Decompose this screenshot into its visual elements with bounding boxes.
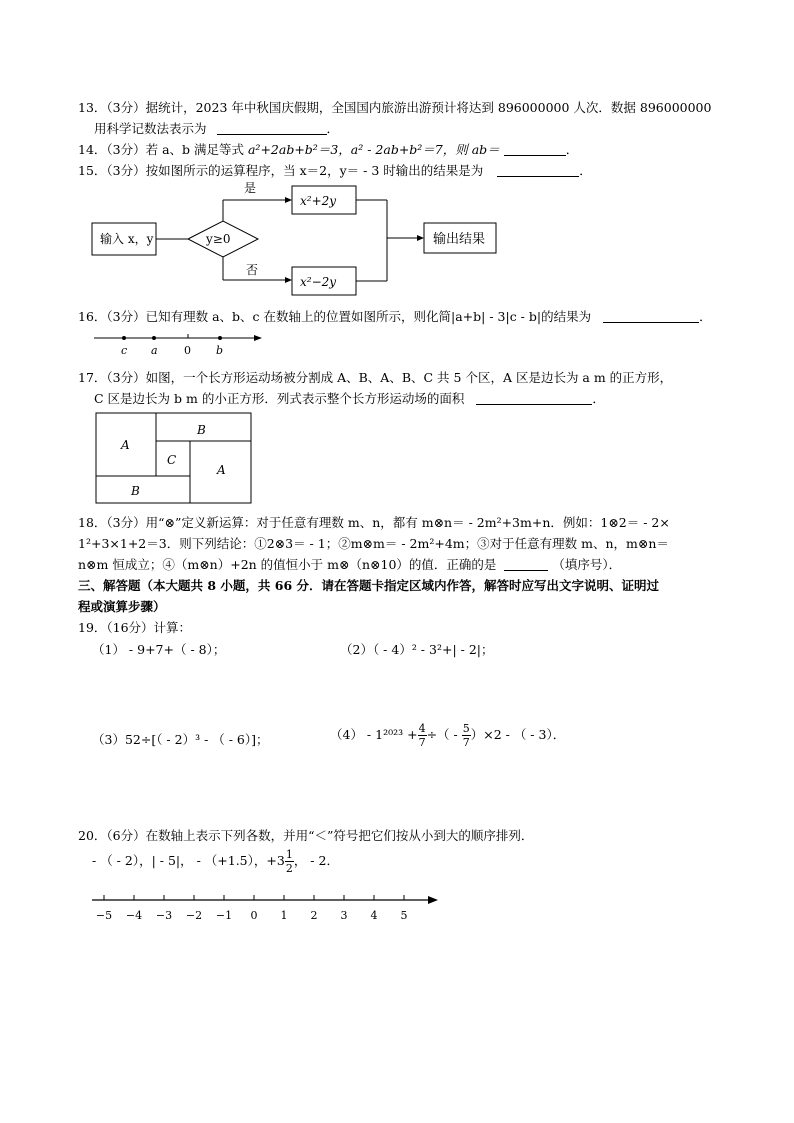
q18-line2: 1²+3×1+2＝3．则下列结论：①2⊗3＝ - 1；②m⊗m＝ - 2m²+4m；③对于任意有理数 m、n，m⊗n＝	[78, 536, 669, 551]
region-b-bottom: B	[131, 484, 140, 498]
region-b-top: B	[197, 423, 206, 437]
q19-part4-frac2	[462, 722, 471, 749]
q20-title: 20．（6分）在数轴上表示下列各数，并用“＜”符号把它们按从小到大的顺序排列．	[78, 828, 534, 843]
q20-frac-numerator: 1	[285, 848, 293, 861]
frac2-numerator: 5	[462, 722, 470, 735]
q16-label-b: b	[216, 344, 224, 357]
flow-output-arrowhead	[417, 235, 424, 241]
q16-point-b	[218, 336, 222, 340]
q16-point-c	[122, 336, 126, 340]
q20-tick-label: 4	[370, 909, 378, 922]
q16-label-c: c	[121, 344, 128, 357]
q20-frac	[285, 848, 294, 875]
q19-part4-c: ）×2 - （ - 3）．	[470, 727, 566, 742]
q20-numbers-a: - （ - 2），| - 5|， - （+1.5），+3	[92, 853, 285, 868]
q18-line3-a: n⊗m 恒成立；④（m⊗n）+2n 的值恒小于 m⊗（n⊗10）的值．正确的是	[78, 557, 497, 572]
q16-text-line: 16．（3分）已知有理数 a、b、c 在数轴上的位置如图所示，则化简|a+b| - 3|c - b|的结果为 ．	[78, 309, 712, 324]
region-a-right: A	[217, 463, 226, 477]
flow-yes-label: 是	[244, 181, 257, 195]
q15-answer-blank[interactable]	[497, 164, 579, 177]
q16-text: 16．（3分）已知有理数 a、b、c 在数轴上的位置如图所示，则化简|a+b| - 3|c - b|的结果为	[78, 309, 592, 324]
q13-line2: 用科学记数法表示为 ．	[94, 121, 340, 136]
flow-no-expr: x²−2y	[300, 275, 337, 289]
q14-cond2: a² - 2ab+b²＝7，则 ab＝	[350, 142, 500, 157]
q18-line3-b: （填序号）．	[552, 557, 622, 572]
region-c: C	[167, 453, 177, 467]
q20-tick-label: −1	[215, 909, 233, 922]
q17-answer-blank[interactable]	[476, 392, 592, 405]
q16-axis-arrow	[254, 335, 262, 341]
q16-number-line	[92, 330, 267, 358]
q19-part1: （1） - 9+7+（ - 8）；	[92, 642, 226, 657]
q19-part3: （3）52÷[（ - 2）³ - （ - 6）]；	[92, 732, 269, 747]
frac1-denominator: 7	[418, 736, 426, 749]
section3-line1: 三、解答题（本大题共 8 小题，共 66 分．请在答题卡指定区域内作答，解答时应写出文字说明、证明过	[78, 578, 660, 593]
q17-line1: 17．（3分）如图，一个长方形运动场被分割成 A、B、A、B、C 共 5 个区，A 区是边长为 a m 的正方形，	[78, 370, 673, 385]
q13-answer-blank[interactable]	[217, 122, 327, 135]
q18-line3	[78, 555, 621, 573]
q16-label-a: a	[151, 344, 158, 357]
q15-text: 15．（3分）按如图所示的运算程序，当 x＝2，y＝ - 3 时输出的结果是为	[78, 163, 484, 178]
flow-no-label: 否	[246, 263, 259, 277]
frac2-denominator: 7	[462, 736, 470, 749]
q14-cond1: a²+2ab+b²＝3，	[247, 142, 351, 157]
q20-tick-label: 2	[310, 909, 318, 922]
q17-field-diagram	[95, 412, 255, 506]
q20-tick-label: −5	[95, 909, 113, 922]
q14-prefix: 14．（3分）若 a、b 满足等式	[78, 142, 248, 157]
q13-line1: 13．（3分）据统计，2023 年中秋国庆假期，全国国内旅游出游预计将达到 896000000 人次．数据 896000000	[78, 100, 712, 115]
q20-tick-label: 1	[280, 909, 288, 922]
q18-answer-blank[interactable]	[504, 558, 548, 571]
q18-line1: 18．（3分）用“⊗”定义新运算：对于任意有理数 m、n，都有 m⊗n＝ - 2m²+3m+n．例如：1⊗2＝ - 2×	[78, 515, 670, 530]
q17-line2-wrap: C 区是边长为 b m 的小正方形．列式表示整个长方形运动场的面积 ．	[94, 391, 605, 406]
q15-flowchart	[90, 178, 510, 300]
q14-line: 14．（3分）若 a、b 满足等式 a²+2ab+b²＝3，a² - 2ab+b²＝7，则 ab＝ ．	[78, 142, 579, 157]
q20-tick-label: −2	[185, 909, 203, 922]
flow-condition: y≥0	[206, 232, 231, 246]
q20-tick-label: 0	[250, 909, 258, 922]
frac1-numerator: 4	[418, 722, 426, 735]
flow-no-arrowhead	[285, 277, 292, 283]
flow-input-label: 输入 x，y	[100, 232, 154, 246]
q19-part4	[330, 722, 565, 749]
q20-tick-label: −3	[155, 909, 173, 922]
flow-yes-arrowhead	[285, 197, 292, 203]
q20-tick-label: 5	[400, 909, 408, 922]
region-a-left: A	[121, 438, 130, 452]
q19-title: 19．（16分）计算：	[78, 620, 192, 635]
q16-point-a	[152, 336, 156, 340]
q20-frac-denominator: 2	[285, 862, 293, 875]
q13-line2-text: 用科学记数法表示为	[94, 121, 207, 136]
q19-part2: （2）（ - 4）² - 3²+| - 2|；	[340, 642, 494, 657]
q17-line2: C 区是边长为 b m 的小正方形．列式表示整个长方形运动场的面积	[94, 391, 465, 406]
q20-numbers-b: ， - 2．	[293, 853, 339, 868]
flow-yes-expr: x²+2y	[300, 194, 337, 208]
q20-tick-label: −4	[125, 909, 143, 922]
q20-tick-label: 3	[340, 909, 348, 922]
q20-numbers	[92, 848, 339, 875]
q19-part4-a: （4） - 1²⁰²³ +	[330, 727, 418, 742]
q20-number-line[interactable]	[88, 888, 443, 928]
q16-label-0: 0	[184, 344, 191, 357]
q15-text-line: 15．（3分）按如图所示的运算程序，当 x＝2，y＝ - 3 时输出的结果是为 ．	[78, 163, 592, 178]
q19-part4-frac1	[418, 722, 427, 749]
q19-part4-b: ÷（ -	[426, 727, 462, 742]
q20-axis-arrow	[428, 896, 438, 904]
flow-output-label: 输出结果	[433, 232, 486, 247]
q16-answer-blank[interactable]	[603, 310, 699, 323]
section3-line2: 程或演算步骤）	[78, 599, 166, 614]
q14-answer-blank[interactable]	[504, 143, 566, 156]
